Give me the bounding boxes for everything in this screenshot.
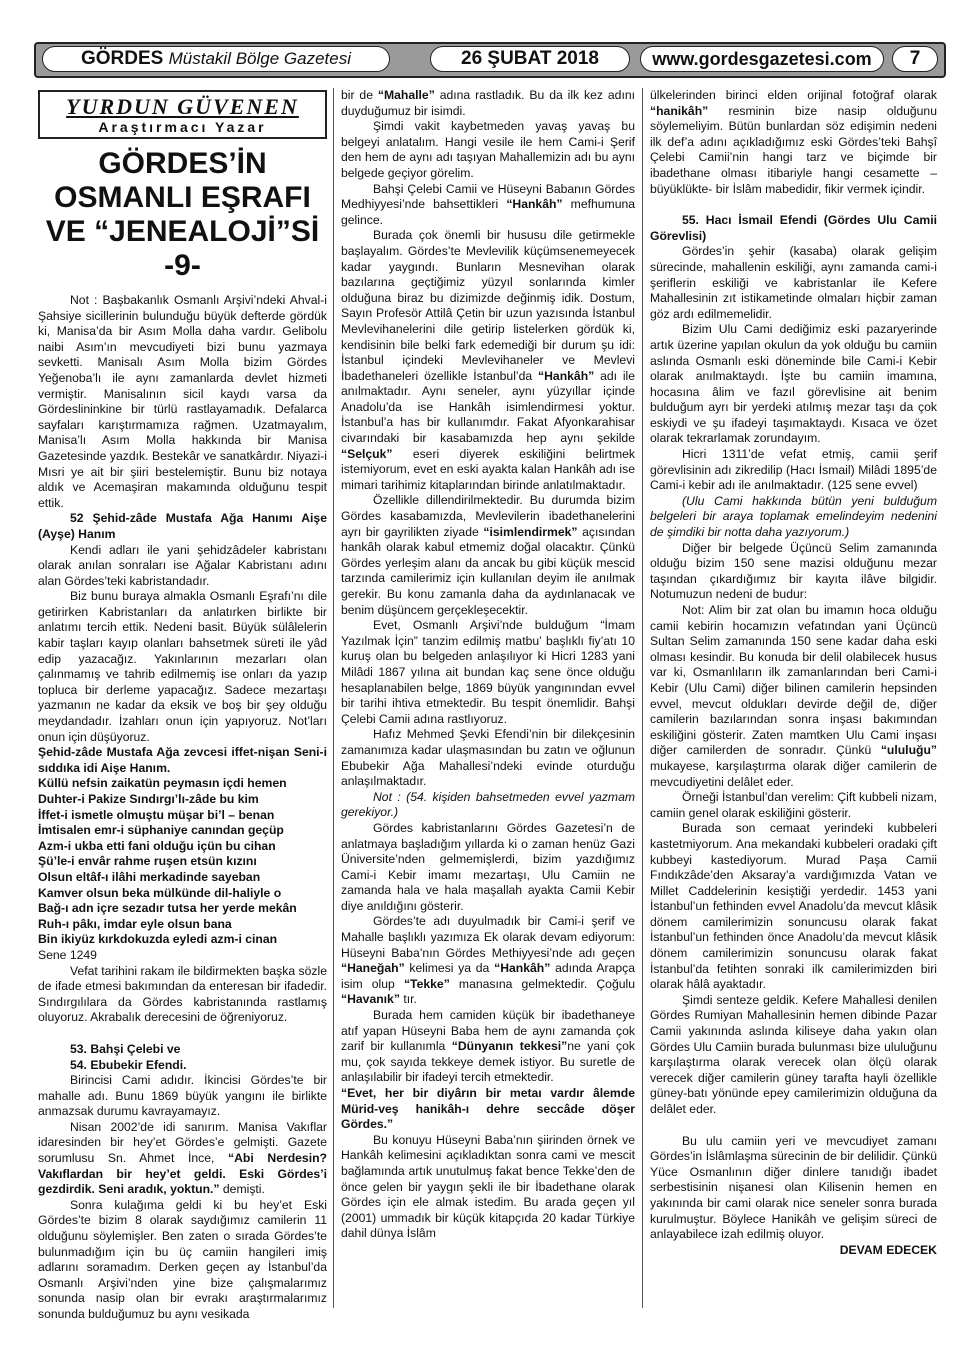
paragraph: Evet, Osmanlı Arşivi’nde bulduğum “İmam Yazılmak İçin” tanzim edilmiş matbu’ başlıklı fiy’atı 10 kuruş olan bu belgeden anlaşılıyor ki Hicri 1283 yani Milâdi 1867 yılına ait bundan kaç sene önce olduğu hesaplanabilen belge, 1869 büyük yangınından evvel bir tarihi ihtiva etmektedir. Bu tespit önemlidir. Bahşi Çelebi Camii adına rastlıyoruz.	[341, 618, 635, 726]
paragraph: Bizim Ulu Cami dediğimiz eski pazaryerinde artık üzerine yapılan okulun da yok olduğu bu camiin aslında Osmanlı eski döneminde bile Cami-i Kebir olarak anılmaktaydı. İşte bu camiin imamına, hocasına âlim ve fazıl görevlisine ait benim bulduğum ayrı bir yerdeki atılmış mezar taşı da çok eskiydi ve şu ifadeyi taşımaktaydı. Kısaca ve özet olarak tekrarlamak zorundayım.	[650, 322, 937, 446]
paragraph: bir de “Mahalle” adına rastladık. Bu da ilk kez adını duyduğumuz bir isimdi.	[341, 88, 635, 118]
poem-line: İffet-i ismetle olmuştu müşar bi’l – benan	[38, 807, 275, 822]
paragraph: Özellikle dillendirilmektedir. Bu durumda bizim Gördes kasabamızda, Mevlevilerin ibadethanelerini ayrı bir gayrilikten ziyade “isimlendirmek” açısından hankâh olarak kabul etmemiz doğal olacaktır. Çünkü Gördes yerleşim alanı da ancak bu gibi küçük mescid tarzında camilerimiz için kullanılan deyim ile anılmak gerekir. Bu konu zamanla daha da aydınlanacak ve benim düşüncem gerçekleşecektir.	[341, 493, 635, 617]
section-heading: 54. Ebubekir Efendi.	[70, 1057, 187, 1072]
poem-line: Azm-i ukba etti fani olduğu içün bu cihan	[38, 838, 276, 853]
author-role: Araştırmacı Yazar	[98, 119, 267, 135]
paragraph: Burada çok önemli bir hususu dile getirmekle başlayalım. Gördes’te Mevlevilik küçümsenemeyecek kadar yaygındı. Bunların Mesnevihan olarak bazılarına geçtiğimiz yüzyıl sonlarında kimler olduğuna biraz bu dizimizde değinmiş idik. Dostum, Sayın Profesör Attilâ Çetin bir uzun yazısında İstanbul Mevlevihanelerini dile getirip listelerken gördük ki, kendisinin bile belki fark edemediği bir durum şu idi: İstanbul içindeki Mevlevihaneler ve Mevlevi İbadethaneleri özellikle İstanbul’da “Hankâh” adı ile anılmaktadır. Aynı seneler, aynı yüzyıllar içinde Anadolu’da ise Hankâh isimlendirmesi yoktur. İstanbul’a has bir kullanımdır. Fakat Afyonkarahisar civarındaki bir kasabamızda hep aynı şekilde “Selçuk” eseri diyerek eskiliğini belirtmek istemiyorum, evet en eski ayakta kalan Hankâh adı ise mimari tarihimiz kitaplarından birinde anlatılmaktadır.	[341, 228, 636, 492]
article-column-1	[38, 88, 327, 1323]
paragraph: Burada hem camiden küçük bir ibadethaneye atıf yapan Hüseyni Baba hem de aynı zamanda çok zarif bir kullanımla “Dünyanın tekkesi”ne yani çok mu, çok sayıda tekkeye demek istiyor. Bu suretle de anlaşılabilir bir ifadeyi tercih etmektedir.	[341, 1008, 635, 1085]
paragraph: Örneği İstanbul’dan verelim: Çift kubbeli nizam, camiin genel olarak eskiliğini gösterir.	[650, 790, 937, 820]
paragraph: Gördes kabristanlarını Gördes Gazetesi’n de anlatmaya başladığım yıllarda ki o zaman henüz Gazi Üniversite’nden gelmemişlerdi, bizim yazdığımız Cami-i Kebir imamı mezartaşı, Ulu Camiin ne zamanda hala ve hala maşallah ayakta Camii Kebir diye anıldığını gösterir.	[341, 820, 635, 913]
paragraph: Nisan 2002’de idi sanırım. Manisa Vakıflar idaresinden bir hey’et Gördes’e gelmişti. Gazete sorumlusu Sn. Ahmet İnce, “Abi Nerdesin? Vakıflardan bir hey’et geldi. Eski Gördes’i gezdirdik. Seni aradık, yoktun.” demişti.	[38, 1119, 327, 1197]
paragraph: Bu konuyu Hüseyni Baba’nın şiirinden örnek ve Hankâh kelimesini açıkladıktan sonra cami ve mescit bağlamında artık unutulmuş fakat bence Tekke’den de önce gelen bir yaygın şekli ile bir İbadethane olarak Gördes için ele almak istedim. Bu arada geçen yıl (2001) ummadık bir küçük kitapçıda 20 kadar Türkiye dahil dünya İslâm	[341, 1132, 635, 1241]
section-heading: 55. Hacı İsmail Efendi (Gördes Ulu Camii Görevlisi)	[650, 213, 937, 243]
article-headline	[38, 147, 327, 283]
issue-date: 26 ŞUBAT 2018	[430, 46, 630, 72]
poem-line: Ruh-ı pâkı, imdar eyle olsun bana	[38, 916, 232, 931]
headline-line: VE “JENEALOJİ”Sİ -9-	[45, 215, 320, 282]
paragraph: Hafız Mehmed Şevki Efendi’nin bir dilekçesinin zamanımıza kadar ulaşmasından bu zatın ve oğlunun Ebubekir Ağa Mahallesi’ndeki evinde oturduğu anlaşılmaktadır.	[341, 727, 635, 789]
paragraph: Gördes’te adı duyulmadık bir Cami-i şerif ve Mahalle başlıklı yazımıza Ek olarak devam ediyorum: Hüseyni Baba’nın Gördes Methiyyesi’nde adı geçen “Haneğah” kelimesi ya da “Hankâh” adında Arapça isim olup “Tekke” manasına gelmektedir. Çoğulu “Havanık” tır.	[341, 914, 636, 1007]
note: Not : (54. kişiden bahsetmeden evvel yazmam gerekiyor.)	[341, 789, 635, 820]
paragraph: Kendi adları ile yani şehidzâdeler kabristanı olarak anılan sonraları ise Ağalar Kabristanı adını alan Gördes’teki kabristandadır.	[38, 542, 327, 588]
headline-line: OSMANLI EŞRAFI	[54, 181, 311, 214]
author-box	[38, 90, 327, 139]
poem-line: Şehid-zâde Mustafa Ağa zevcesi iffet-nişan Seni-i sıddıka idi Aişe Hanım.	[38, 745, 327, 775]
page-number: 7	[892, 46, 938, 72]
poem-line: Olsun eltâf-ı ilâhi merkadinde sayeban	[38, 869, 261, 884]
paragraph: Şimdi senteze geldik. Kefere Mahallesi denilen Gördes Rumiyan Mahallesinin hemen dibinde Pazar Camii yakınında aslında kiliseye daha yakın olan Gördes Ulu Camiin burada bulunması bize ululuğunu karşılaştırma olarak verecek olan ölçü olarak verecek diğer camilerin güney tarafta hayli özellikle güney-batı yönünde epey camilerimizin olduğuna da delâlet eder.	[650, 992, 937, 1116]
paragraph: Diğer bir belgede Üçüncü Selim zamanında olduğu bizim 150 sene mazisi olduğunu mezar taşından çıkardığımız bir kayıta ilâve bilgidir. Notumuzun nedeni de budur:	[650, 540, 937, 602]
paper-name: GÖRDES	[80, 48, 164, 69]
paragraph: Bahşi Çelebi Camii ve Hüseyni Babanın Gördes Medhiyyesi’nde bahsettikleri “Hankâh” mefhumuna gelince.	[341, 181, 636, 227]
column-divider	[642, 88, 643, 1308]
poem-quote: “Evet, her bir diyârın bir metaı vardır âlemde Mürid-veş hanikâh-ı dehre seccâde döşer Gördes.”	[341, 1086, 635, 1132]
author-name: YURDUN GÜVENEN	[66, 94, 299, 119]
masthead-bar	[34, 42, 946, 78]
paragraph: Hicri 1311’de vefat etmiş, camii şerif görevlisinin adı zikredilip (Hacı İsmail) Milâdi 1895’de Cami-i kebir adı ile anılmaktadır. (125 sene evvel)	[650, 447, 937, 493]
paragraph: Şimdi vakit kaybetmeden yavaş yavaş bu belgeyi anlatalım. Hangi vesile ile hem Cami-i Şerif den hem de aynı adı taşıyan Mahallemizin adı bu aynı belgede geçiyor görelim.	[341, 119, 635, 180]
paragraph: Bu ulu camiin yeri ve mevcudiyet zamanı Gördes’in İslâmlaşma sürecinin de bir delilidir. Çünkü Yüce Osmanlının diğer dinlere tanıdığı ibadet serbestisinin nişanesi olan Kilisenin hemen en yakınında bir cami olarak nice seneler sonra burada kurulmuştur. Böylece Hanikâh ve gelişim süreci de anlayabilece izah edilmiş oluyor.	[650, 1133, 937, 1242]
headline-line: GÖRDES’İN	[98, 147, 267, 180]
article-column-3	[650, 88, 937, 1258]
note: (Ulu Cami hakkında bütün yeni bulduğum belgeleri bir araya toplamak emelindeyim nedenini de şimdiki bir notta daha yazıyorum.)	[650, 493, 937, 540]
paragraph: Sonra kulağıma geldi ki bu hey’et Eski Gördes’te bizim 8 olarak saydığımız camilerin 11 olduğunu söylemişler. Ben zaten o sırada Gördes’te bulunmadığım için bu üç camiin hangileri imiş adlarını soramadım. Derken geçen ay İstanbul’da Osmanlı Arşivi’nden yine bize çalışmalarımız sonunda nasip olan bir evrakı araştırmalarımız sonunda bulduğumuz bu aynı vesikada	[38, 1197, 327, 1321]
continued-label: DEVAM EDECEK	[839, 1242, 937, 1257]
poem-line: Şü’le-i envâr rahme ruşen etsün kızını	[38, 854, 257, 869]
paragraph: Birincisi Cami adıdır. İkincisi Gördes’te bir mahalle adı. Bunu 1869 büyük yangını ile birlikte anmazsak durumu kavrayamayız.	[38, 1073, 327, 1119]
section-heading: 53. Bahşi Çelebi ve	[70, 1041, 181, 1056]
article-column-2	[341, 88, 635, 1242]
paragraph: ülkelerinden birinci elden orijinal fotoğraf olarak “hanikâh” resminin bize nasip olduğunu söylemeliyim. Bütün bunlardan söz edişimin nedeni ilk def’a adını açıkladığımız eski Gördes’teki Bahşî Çelebi Camii’nin hangi tarz ve biçimde bir ibadethane olması itibariyle hangi cesamette –büyüklükte- bir İslâm mabedidir, fikir vermek içindir.	[650, 88, 937, 196]
poem-line: Küllü nefsin zaikatün peymasın içdi hemen	[38, 776, 287, 791]
paragraph: Biz bunu buraya almakla Osmanlı Eşrafı’nı dile getirirken Kabristanları da anlatırken birlikte bir anlatımı tercih ettik. Nedeni basit. Büyük sülâlelerin kabir taşları kayıp olanları bahsetmek süreti ile yâd edip yazacağız. Yakınlarının mezarları olan çalınmamış ve tahrib edilmemiş ise onları da yazıp topluca bir derleme yapacağız. Sadece mezartaşı yazmanın ne kadar da eksik ve boş bir şey olduğu meydandadır. İzahları onun için yapıyoruz. Not’ları onun için düşüyoruz.	[38, 589, 327, 744]
paragraph: Gördes’in şehir (kasaba) olarak gelişim sürecinde, mahallenin eskiliği, aynı zamanda cami-i şeriflerin eskiliği ve kabristanlar ile Kefere Mahallesinin zıt istikametinde olmaları hiçbir zaman göz ardı edilmemelidir.	[650, 244, 937, 321]
poem-line: Bin ikiyüz kırkdokuzda eyledi azm-i cinan	[38, 932, 278, 947]
website-url: www.gordesgazetesi.com	[640, 46, 884, 72]
poem-line: Kamver olsun beka mülkünde dil-haliyle o	[38, 885, 282, 900]
paragraph: Not: Alim bir zat olan bu imamın hoca olduğu camii kebirin hocamızın vefatından yani Üçüncü Sultan Selim zamanında 150 sene kadar daha eski olması kesindir. Bu konuda bir delil olabilecek husus var ki, Osmanlıların ilk zamanlarından beri Cami-i Kebir (Ulu Cami) diğer bilinen camilerin hepsinden evvel, mevcut oldukları devirde değil de, diğer camilerin bazılarından sonra inşası bakımından eskiliğini gösterir. Zaten mamtken Ulu Cami inşası diğer camilerden de sonradır. Çünkü “ululuğu” mukayese, karşılaştırma olarak diğer camilerin de mevcudiyetini delâlet eder.	[650, 603, 937, 789]
paragraph: Burada son cemaat yerindeki kubbeleri kastetmiyorum. Ana mekandaki kubbeleri oradaki çift kubbeyi kastediyorum. Murad Paşa Camii Fındıkzâde’den Aksaray’a vardığımızda Vatan ve Millet Caddelerinin kesiştiği yerdedir. 1453 yani İstanbul’un fethinden evvel Anadolu’da mevcut klâsik dönem camilerimizin sonuncusu olarak fakat İstanbul’un fethinden önce Anadolu’da mevcut klâsik dönem camilerimizin sonuncusu olarak fakat İstanbul’da fetihten sonraki ilk camilerimizden biri olarak hâlâ ayaktadır.	[650, 821, 937, 992]
paper-name-pill	[42, 46, 390, 72]
poem-line: Bağ-ı adn içre sezadır tutsa her yerde mekân	[38, 901, 297, 916]
poem-line: Duhter-i Pakize Sındırgı’lı-zâde bu kim	[38, 792, 259, 806]
paragraph: Not : Başbakanlık Osmanlı Arşivi’ndeki Ahval-i Şahsiye sicillerinin bulunduğu büyük defterde gördük ki, Manisa’da bir Asım Molla daha vardır. Gelibolu naibi Asım’ın mevcudiyeti bizi bunu yazmaya sevketti. Manisalı Asım Molla bizim Gördes Yeğenoba’lı ile aynı zamanlarda devlet hizmeti vermiştir. Manisalının sicil kaydı varsa da Gördeslininkine bir türlü rastlayamadık. Defalarca sayfaları karıştırmamıza rağmen. Uzatmayalım, Manisa’lı Asım Molla hakkında bir Manisa Gazetesinde yazdık. Bestekâr ve sanatkârdır. Niyazi-i Mısri ye ait bir şiiri bestelemiştir. Bunu biz notaya aldık ve Acemaşiran makamında olduğunu tespit ettik.	[38, 293, 327, 510]
poem-date: Sene 1249	[38, 947, 97, 962]
poem-line: İmtisalen emr-i süphaniye canından geçüp	[38, 823, 284, 838]
column-divider	[333, 88, 334, 1308]
section-heading: 52 Şehid-zâde Mustafa Ağa Hanımı Aişe (Ayşe) Hanım	[38, 511, 327, 541]
paragraph: Vefat tarihini rakam ile bildirmekten başka sözle de ifade etmesi bakımından da enteresan bir ifadedir. Sındırgılılara da Gördes kabristanında rastlamış oluyoruz. Akrabalık derecesini de öğreniyoruz.	[38, 963, 327, 1025]
paper-tagline: Müstakil Bölge Gazetesi	[168, 49, 351, 68]
